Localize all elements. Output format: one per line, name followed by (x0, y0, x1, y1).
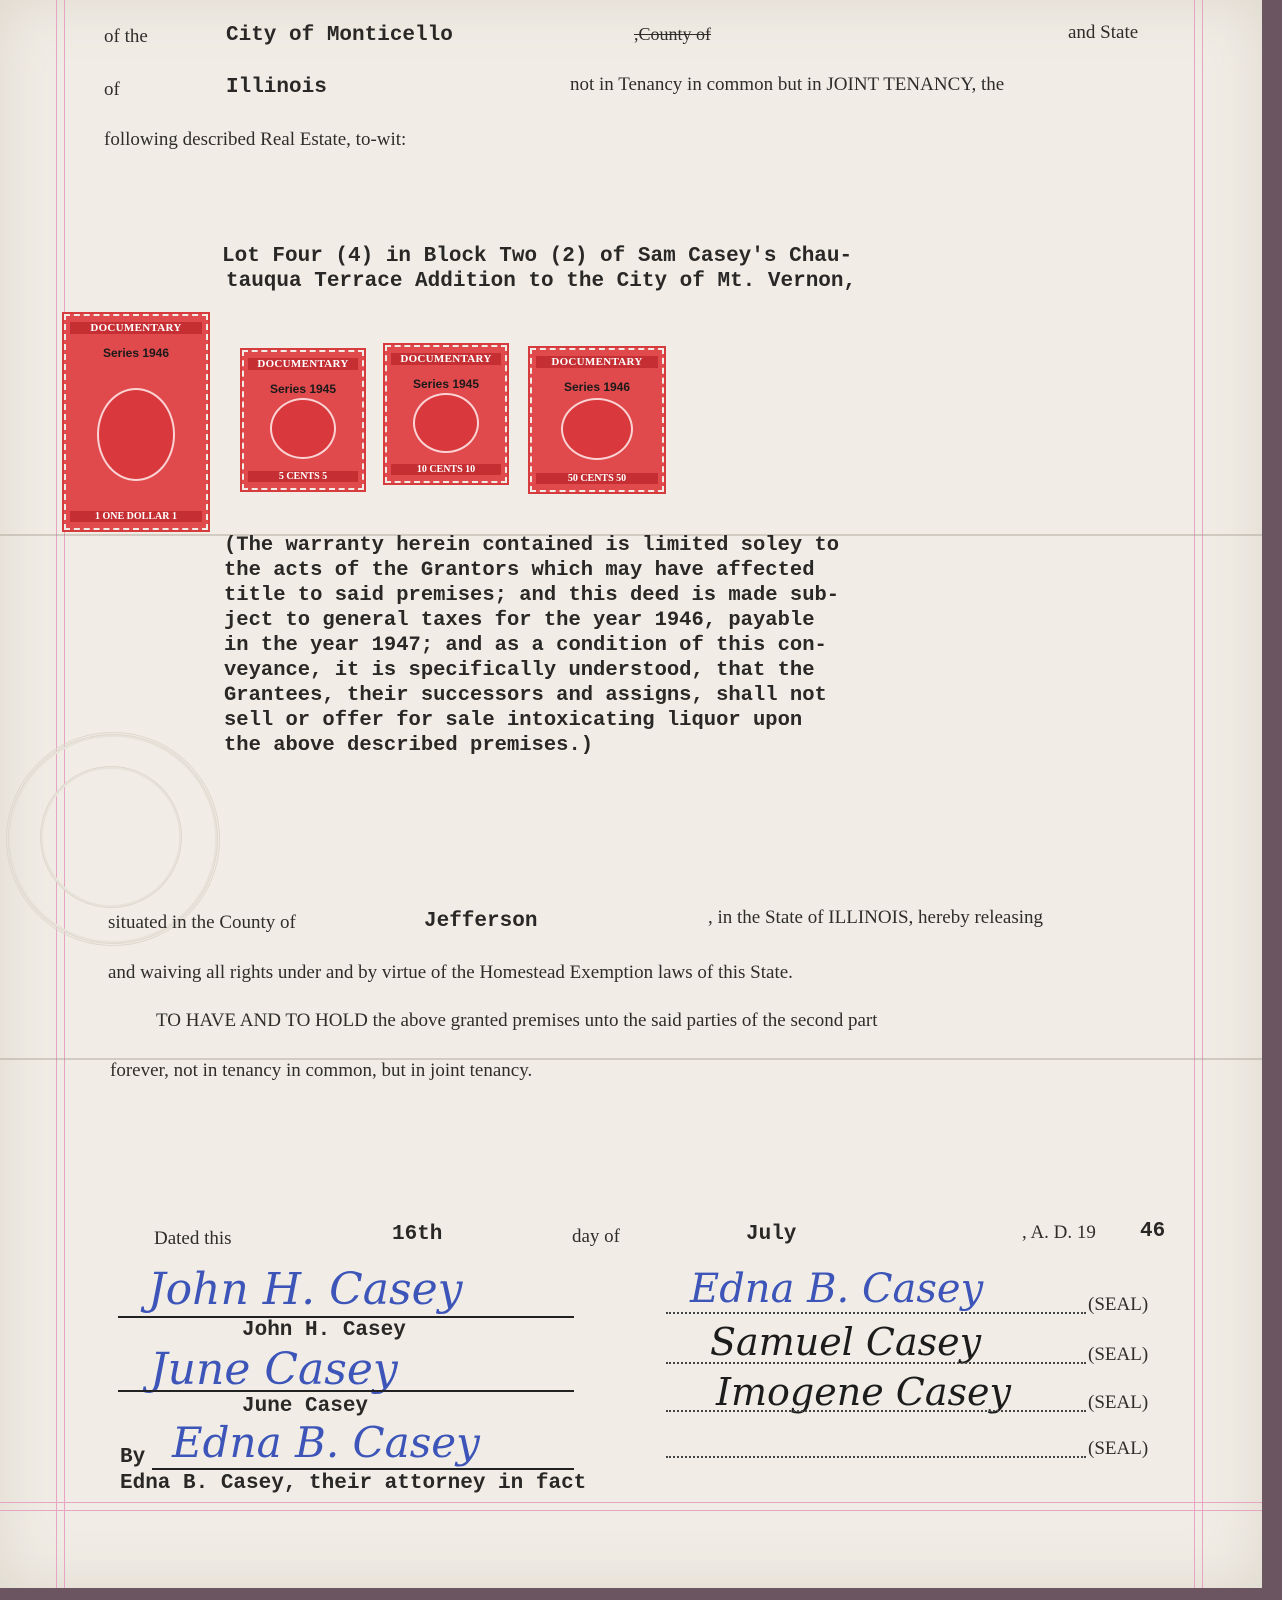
notary-seal-inner-ring (40, 766, 182, 908)
habendum-line-1: TO HAVE AND TO HOLD the above granted premises unto the said parties of the second part (156, 1010, 878, 1031)
warranty-line: title to said premises; and this deed is made sub- (224, 584, 840, 607)
signature-line-2 (118, 1390, 574, 1392)
stamp-portrait (561, 398, 634, 461)
stamp-denomination: 10 CENTS 10 (391, 464, 501, 475)
county-field: Jefferson (424, 910, 538, 933)
seal-label-1: (SEAL) (1088, 1294, 1149, 1315)
signature-imogene-casey: Imogene Casey (716, 1370, 1011, 1414)
bottom-rule-2 (0, 1510, 1262, 1511)
signature-line-1 (118, 1316, 574, 1318)
revenue-stamp-10-cents (385, 345, 507, 483)
warranty-line: veyance, it is specifically understood, that the (224, 659, 815, 682)
warranty-line: in the year 1947; and as a condition of this con- (224, 634, 827, 657)
stamp-series: Series 1945 (412, 377, 480, 391)
stamp-portrait (97, 388, 175, 481)
typed-name-john: John H. Casey (242, 1319, 406, 1342)
stamp-series: Series 1946 (563, 380, 631, 394)
situated-label: situated in the County of (108, 912, 296, 933)
warranty-line: the acts of the Grantors which may have affected (224, 559, 815, 582)
legal-description-line-1: Lot Four (4) in Block Two (2) of Sam Casey's Chau- (222, 245, 853, 268)
warranty-line: the above described premises.) (224, 734, 594, 757)
of-the-label: of the (104, 26, 148, 47)
stamp-title: DOCUMENTARY (70, 322, 202, 334)
stamp-series: Series 1946 (102, 346, 170, 360)
warranty-line: ject to general taxes for the year 1946, payable (224, 609, 815, 632)
right-margin-line-inner (1194, 0, 1195, 1588)
revenue-stamp-5-cents (242, 350, 364, 490)
stamp-denomination: 1 ONE DOLLAR 1 (70, 511, 202, 522)
legal-description-line-2: tauqua Terrace Addition to the City of Mt. Vernon, (226, 270, 857, 293)
month-field: July (746, 1223, 797, 1246)
signature-june-casey: June Casey (150, 1344, 398, 1395)
joint-tenancy-text: not in Tenancy in common but in JOINT TENANCY, the (570, 74, 1005, 95)
day-of-label: day of (572, 1226, 621, 1247)
county-struck-label: ,County of (634, 24, 712, 44)
stamp-denomination: 50 CENTS 50 (536, 473, 658, 484)
of-label: of (104, 79, 120, 100)
seal-line-4 (666, 1456, 1086, 1458)
bottom-rule-1 (0, 1502, 1262, 1503)
ad-label: , A. D. 19 (1022, 1222, 1096, 1243)
stamp-portrait (413, 393, 479, 453)
seal-line-2 (666, 1362, 1086, 1364)
revenue-stamp-one-dollar (64, 314, 208, 530)
by-label: By (120, 1446, 146, 1469)
signature-edna-b-casey: Edna B. Casey (690, 1266, 984, 1312)
signature-samuel-casey: Samuel Casey (710, 1320, 982, 1364)
day-field: 16th (392, 1223, 443, 1246)
dated-label: Dated this (154, 1228, 232, 1249)
stamp-title: DOCUMENTARY (391, 353, 501, 365)
state-field: Illinois (226, 76, 327, 99)
signature-john-h-casey: John H. Casey (148, 1264, 463, 1315)
seal-line-1 (666, 1312, 1086, 1314)
seal-label-4: (SEAL) (1088, 1438, 1149, 1459)
homestead-text: and waiving all rights under and by virtue of the Homestead Exemption laws of this State. (108, 962, 793, 983)
revenue-stamp-50-cents (530, 348, 664, 492)
and-state-label: and State (1068, 22, 1139, 43)
signature-line-3 (152, 1468, 574, 1470)
warranty-line: Grantees, their successors and assigns, shall not (224, 684, 827, 707)
stamp-series: Series 1945 (269, 382, 337, 396)
stamp-title: DOCUMENTARY (248, 358, 358, 370)
habendum-line-2: forever, not in tenancy in common, but in joint tenancy. (110, 1060, 533, 1081)
stamp-denomination: 5 CENTS 5 (248, 471, 358, 482)
city-field: City of Monticello (226, 24, 453, 47)
state-releasing-text: , in the State of ILLINOIS, hereby releasing (708, 907, 1044, 928)
typed-name-june: June Casey (242, 1395, 369, 1418)
warranty-line: sell or offer for sale intoxicating liquor upon (224, 709, 803, 732)
seal-label-3: (SEAL) (1088, 1392, 1149, 1413)
seal-label-2: (SEAL) (1088, 1344, 1149, 1365)
right-margin-line-outer (1202, 0, 1203, 1588)
stamp-title: DOCUMENTARY (536, 356, 658, 368)
signature-attorney-edna: Edna B. Casey (172, 1418, 480, 1467)
seal-line-3 (666, 1410, 1086, 1412)
year-field: 46 (1140, 1220, 1166, 1243)
following-text: following described Real Estate, to-wit: (104, 129, 407, 150)
stamp-portrait (270, 398, 336, 459)
warranty-paragraph (224, 533, 839, 758)
warranty-line: (The warranty herein contained is limited soley to (224, 534, 840, 557)
attorney-in-fact-text: Edna B. Casey, their attorney in fact (120, 1472, 587, 1495)
